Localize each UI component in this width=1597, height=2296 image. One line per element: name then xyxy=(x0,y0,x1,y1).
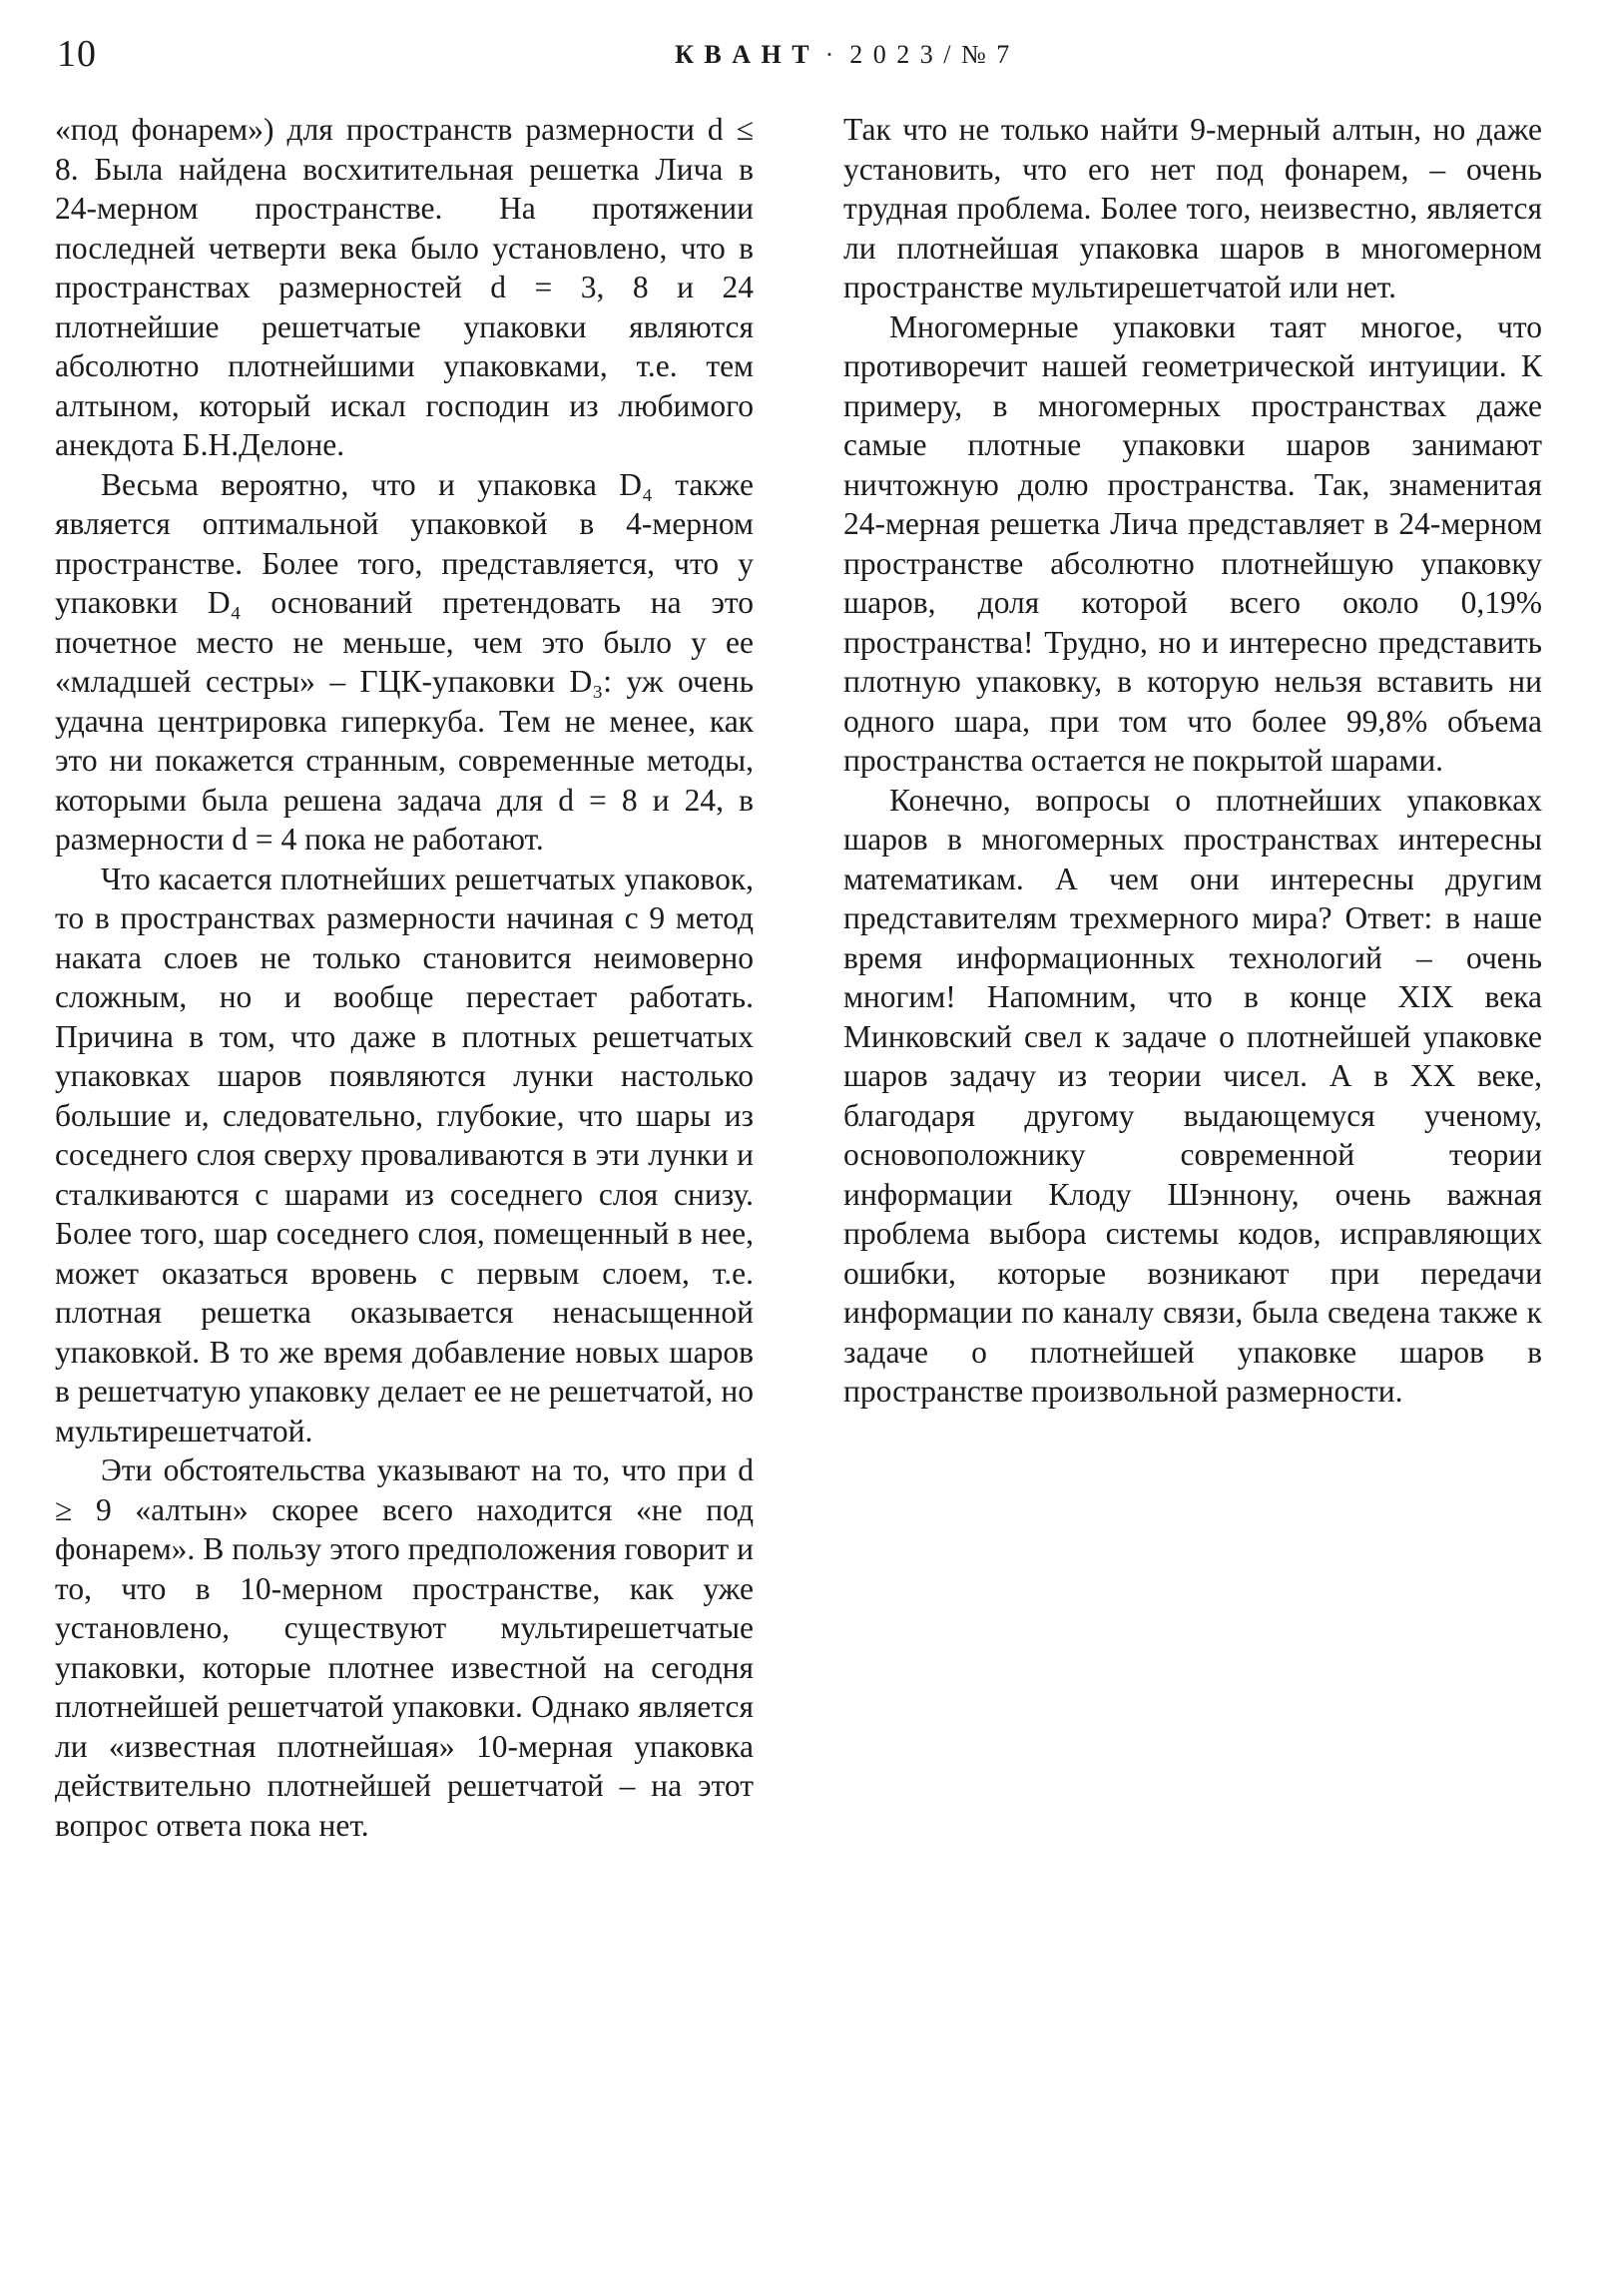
journal-title: К В А Н Т xyxy=(675,40,811,69)
paragraph-continuation: Так что не только найти 9-мерный алтын, но даже установить, что его нет под фонарем, – очень трудная проблема. Более того, неизвестно, является ли плотнейшая упаковка шаров в многомерном пространстве мультирешетчатой или нет. xyxy=(843,112,1542,304)
separator-dot: · xyxy=(824,40,836,69)
paragraph: Конечно, вопросы о плотнейших упаковках шаров в многомерных пространствах интересны математикам. А чем они интересны другим представителям трехмерного мира? Ответ: в наше время информационных технологий – очень многим! Напомним, что в конце XIX века Минковский свел к задаче о плотнейшей упаковке шаров задачу из теории чисел. А в XX веке, благодаря другому выдающемуся ученому, основоположнику современной теории информации Клоду Шэннону, очень важная проблема выбора системы кодов, исправляющих ошибки, которые возникают при передачи информации по каналу связи, была сведена также к задаче о плотнейшей упаковке шаров в пространстве произвольной размерности. xyxy=(843,782,1542,1409)
page-number: 10 xyxy=(57,33,97,75)
paragraph: Что касается плотнейших решетчатых упаковок, то в пространствах размерности начиная с 9 метод наката слоев не только становится неимоверно сложным, но и вообще перестает работать. Причина в том, что даже в плотных решетчатых упаковках шаров появляются лунки настолько большие и, следовательно, глубокие, что шары из соседнего слоя сверху проваливаются в эти лунки и сталкиваются с шарами из соседнего слоя снизу. Более того, шар соседнего слоя, помещенный в нее, может оказаться вровень с первым слоем, т.е. плотная решетка оказывается ненасыщенной упаковкой. В то же время добавление новых шаров в решетчатую упаковку делает ее не решетчатой, но мультирешетчатой. xyxy=(55,861,754,1448)
journal-title-line xyxy=(675,40,1011,70)
left-column xyxy=(55,110,754,1845)
paragraph: Многомерные упаковки таят многое, что противоречит нашей геометрической интуиции. К примеру, в многомерных пространствах даже самые плотные упаковки шаров занимают ничтожную долю пространства. Так, знаменитая 24-мерная решетка Лича представляет в 24-мерном пространстве абсолютно плотнейшую упаковку шаров, доля которой всего около 0,19% пространства! Трудно, но и интересно представить плотную упаковку, в которую нельзя вставить ни одного шара, при том что более 99,8% объема пространства остается не покрытой шарами. xyxy=(843,308,1542,778)
page-header xyxy=(55,32,1542,90)
paragraph: Эти обстоятельства указывают на то, что при d ≥ 9 «алтын» скорее всего находится «не под фонарем». В пользу этого предположения говорит и то, что в 10-мерном пространстве, как уже установлено, существуют мультирешетчатые упаковки, которые плотнее известной на сегодня плотнейшей решетчатой упаковки. Однако является ли «известная плотнейшая» 10-мерная упаковка действительно плотнейшей решетчатой – на этот вопрос ответа пока нет. xyxy=(55,1452,754,1843)
journal-issue: 2 0 2 3 / № 7 xyxy=(849,40,1012,69)
paragraph: Весьма вероятно, что и упаковка D₄ также является оптимальной упаковкой в 4-мерном пространстве. Более того, представляется, что у упаковки D₄ оснований претендовать на это почетное место не меньше, чем это было у ее «младшей сестры» – ГЦК-упаковки D₃: уж очень удачна центрировка гиперкуба. Тем не менее, как это ни покажется странным, современные методы, которыми была решена задача для d = 8 и 24, в размерности d = 4 пока не работают. xyxy=(55,466,754,857)
article-body xyxy=(55,110,1542,1845)
right-column xyxy=(843,110,1542,1845)
paragraph-continuation: «под фонарем») для пространств размерности d ≤ 8. Была найдена восхитительная решетка Лича в 24-мерном пространстве. На протяжении последней четверти века было установлено, что в пространствах размерностей d = 3, 8 и 24 плотнейшие решетчатые упаковки являются абсолютно плотнейшими упаковками, т.е. тем алтыном, который искал господин из любимого анекдота Б.Н.Делоне. xyxy=(55,112,754,462)
